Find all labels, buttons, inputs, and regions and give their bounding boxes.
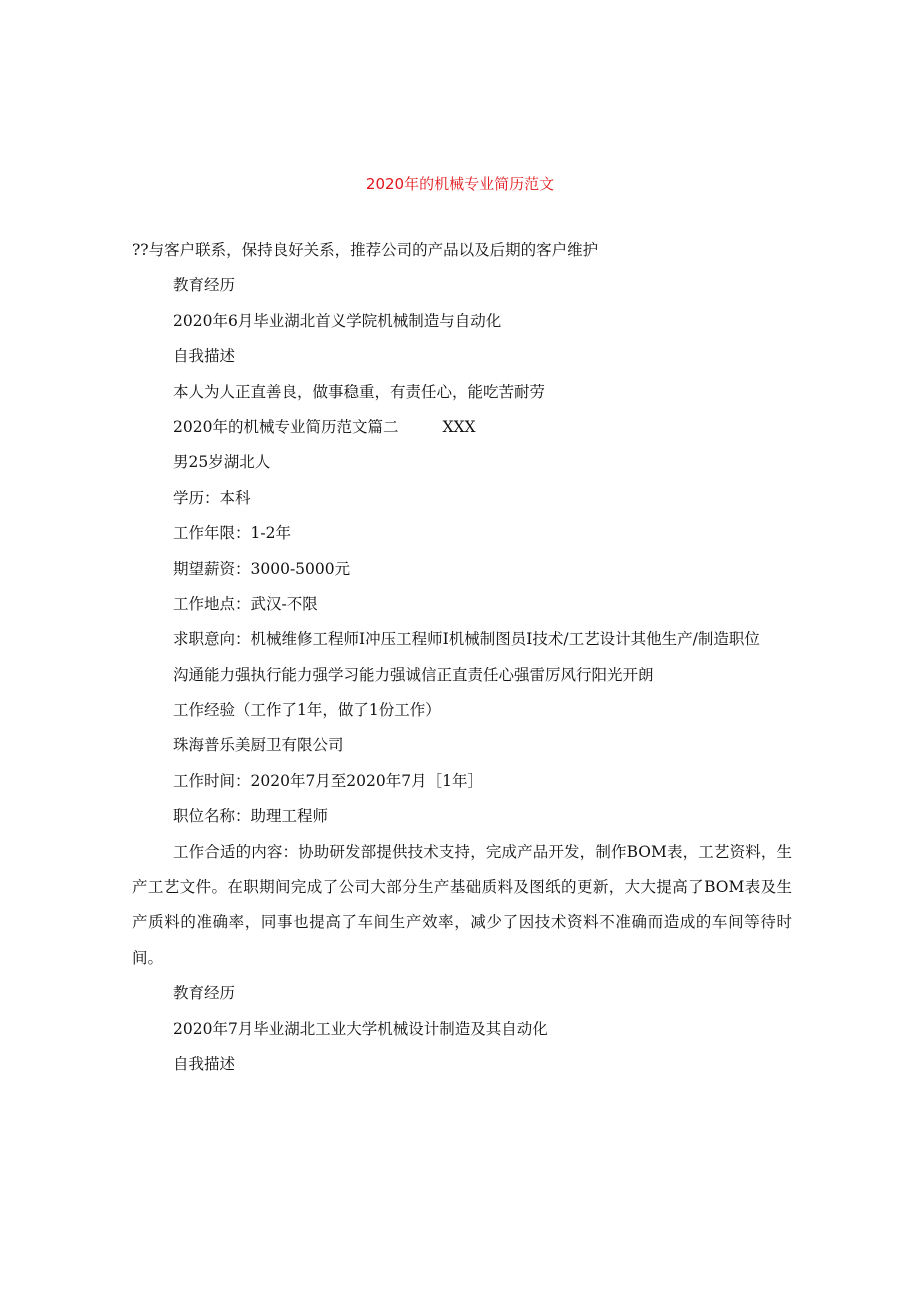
abilities-line: 沟通能力强执行能力强学习能力强诚信正直责任心强雷厉风行阳光开朗 xyxy=(173,665,654,684)
profile-experience-years: 工作年限：1-2年 xyxy=(173,524,291,543)
job-content-paragraph: 工作合适的内容：协助研发部提供技术支持，完成产品开发，制作BOM表，工艺资料，生产工艺文件。在职期间完成了公司大部分生产基础质料及图纸的更新，大大提高了BOM表及生产质料的准确率，同事也提高了车间生产效率，减少了因技术资料不准确而造成的车间等待时间。 xyxy=(132,842,792,967)
company-name: 珠海普乐美厨卫有限公司 xyxy=(173,736,344,755)
candidate-name: XXX xyxy=(442,417,476,436)
section-two-header xyxy=(132,410,792,445)
education-heading: 教育经历 xyxy=(173,276,236,295)
self-description-heading-2: 自我描述 xyxy=(173,1055,236,1074)
job-intent: 求职意向：机械维修工程师I冲压工程师I机械制图员I技术/工艺设计其他生产/制造职位 xyxy=(173,630,760,649)
education-entry-2: 2020年7月毕业湖北工业大学机械设计制造及其自动化 xyxy=(173,1019,548,1038)
section-two-heading: 2020年的机械专业简历范文篇二 xyxy=(173,417,399,436)
work-experience-heading: 工作经验（工作了1年，做了1份工作） xyxy=(173,701,441,720)
profile-basic: 男25岁湖北人 xyxy=(173,453,271,472)
document-body xyxy=(132,233,792,1082)
education-entry: 2020年6月毕业湖北首义学院机械制造与自动化 xyxy=(173,311,502,330)
profile-work-location: 工作地点：武汉-不限 xyxy=(173,594,318,613)
document-title: 2020年的机械专业简历范文 xyxy=(365,175,555,193)
profile-education: 学历：本科 xyxy=(173,488,251,507)
position-title: 职位名称：助理工程师 xyxy=(173,807,329,826)
profile-expected-salary: 期望薪资：3000-5000元 xyxy=(173,559,351,578)
work-period: 工作时间：2020年7月至2020年7月［1年］ xyxy=(173,771,483,790)
education-heading-2: 教育经历 xyxy=(173,984,236,1003)
self-description-heading: 自我描述 xyxy=(173,347,236,366)
self-description-text: 本人为人正直善良，做事稳重，有责任心，能吃苦耐劳 xyxy=(173,382,546,401)
contact-customers-line: ??与客户联系，保持良好关系，推荐公司的产品以及后期的客户维护 xyxy=(132,241,599,259)
